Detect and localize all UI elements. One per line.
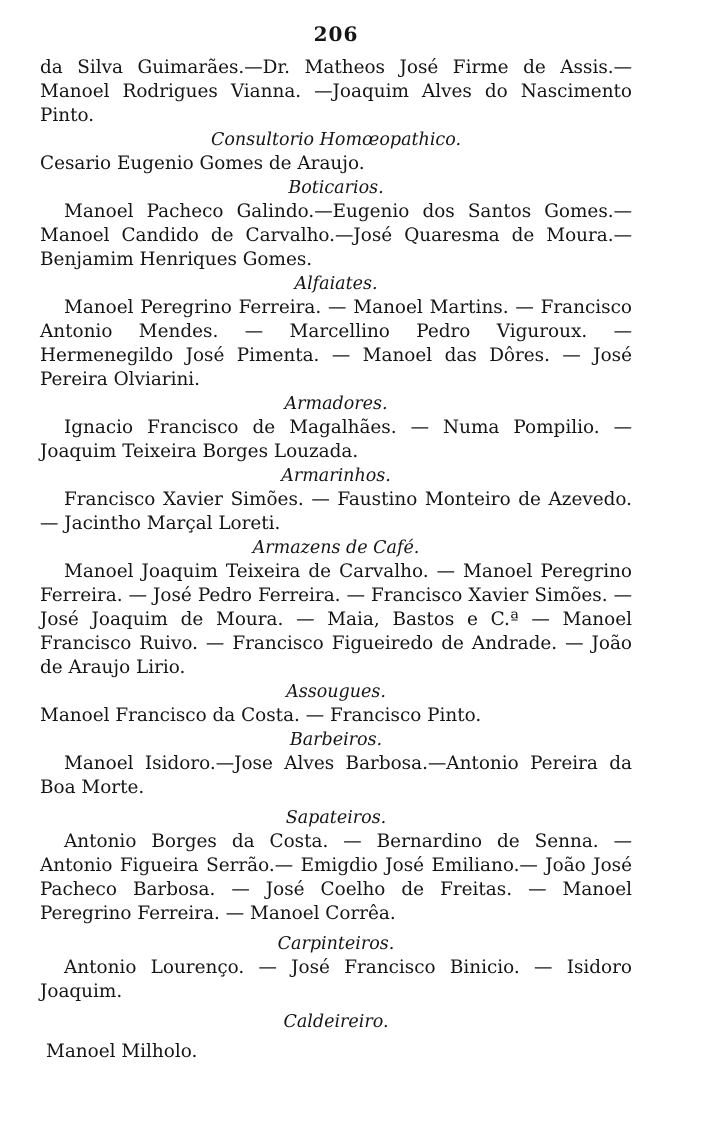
section-text-alfaiates: Manoel Peregrino Ferreira. — Manoel Martins. — Francisco Antonio Mendes. — Marcellino Pedro Viguroux. — Hermenegildo José Pimenta. — Manoel das Dôres. — José Pereira Olviarini.	[40, 297, 632, 390]
section-text-barbeiros: Manoel Isidoro.—Jose Alves Barbosa.—Antonio Pereira da Boa Morte.	[40, 753, 632, 798]
section-text-carpinteiros: Antonio Lourenço. — José Francisco Binicio. — Isidoro Joaquim.	[40, 957, 632, 1002]
section-text-sapateiros: Antonio Borges da Costa. — Bernardino de Senna. — Antonio Figueira Serrão.— Emigdio José Emiliano.— João José Pacheco Barbosa. — José Coelho de Freitas. — Manoel Peregrino Ferreira. — Manoel Corrêa.	[40, 831, 632, 924]
section-text-assougues: Manoel Francisco da Costa. — Francisco Pinto.	[40, 705, 482, 726]
section-title-armarinhos: Armarinhos.	[281, 466, 391, 486]
section-title-caldeireiro: Caldeireiro.	[283, 1012, 389, 1032]
section-text-boticarios: Manoel Pacheco Galindo.—Eugenio dos Santos Gomes.—Manoel Candido de Carvalho.—José Quaresma de Moura.—Benjamim Henriques Gomes.	[40, 201, 632, 270]
section-title-alfaiates: Alfaiates.	[294, 274, 378, 294]
section-text-armazens-de-cafe: Manoel Joaquim Teixeira de Carvalho. — Manoel Peregrino Ferreira. — José Pedro Ferreira. — Francisco Xavier Simões. — José Joaquim de Moura. — Maia, Bastos e C.ª — Manoel Francisco Ruivo. — Francisco Figueiredo de Andrade. — João de Araujo Lirio.	[40, 561, 632, 678]
section-title-boticarios: Boticarios.	[288, 178, 384, 198]
section-title-assougues: Assougues.	[286, 682, 386, 702]
section-text-caldeireiro: Manoel Milholo.	[46, 1041, 198, 1062]
section-title-armadores: Armadores.	[284, 394, 388, 414]
section-title-barbeiros: Barbeiros.	[289, 730, 383, 750]
section-title-consultorio: Consultorio Homœopathico.	[210, 130, 462, 150]
section-title-armazens-de-cafe: Armazens de Café.	[252, 538, 420, 558]
section-title-sapateiros: Sapateiros.	[285, 808, 387, 828]
section-text-armadores: Ignacio Francisco de Magalhães. — Numa Pompilio. — Joaquim Teixeira Borges Louzada.	[40, 417, 632, 462]
intro-text: da Silva Guimarães.—Dr. Matheos José Firme de Assis.—Manoel Rodrigues Vianna. —Joaquim Alves do Nascimento Pinto.	[40, 57, 632, 126]
page-number: 206	[313, 22, 359, 46]
page	[40, 22, 632, 1064]
section-text-armarinhos: Francisco Xavier Simões. — Faustino Monteiro de Azevedo. — Jacintho Marçal Loreti.	[40, 489, 632, 534]
section-text-consultorio: Cesario Eugenio Gomes de Araujo.	[40, 153, 365, 174]
section-title-carpinteiros: Carpinteiros.	[277, 934, 395, 954]
